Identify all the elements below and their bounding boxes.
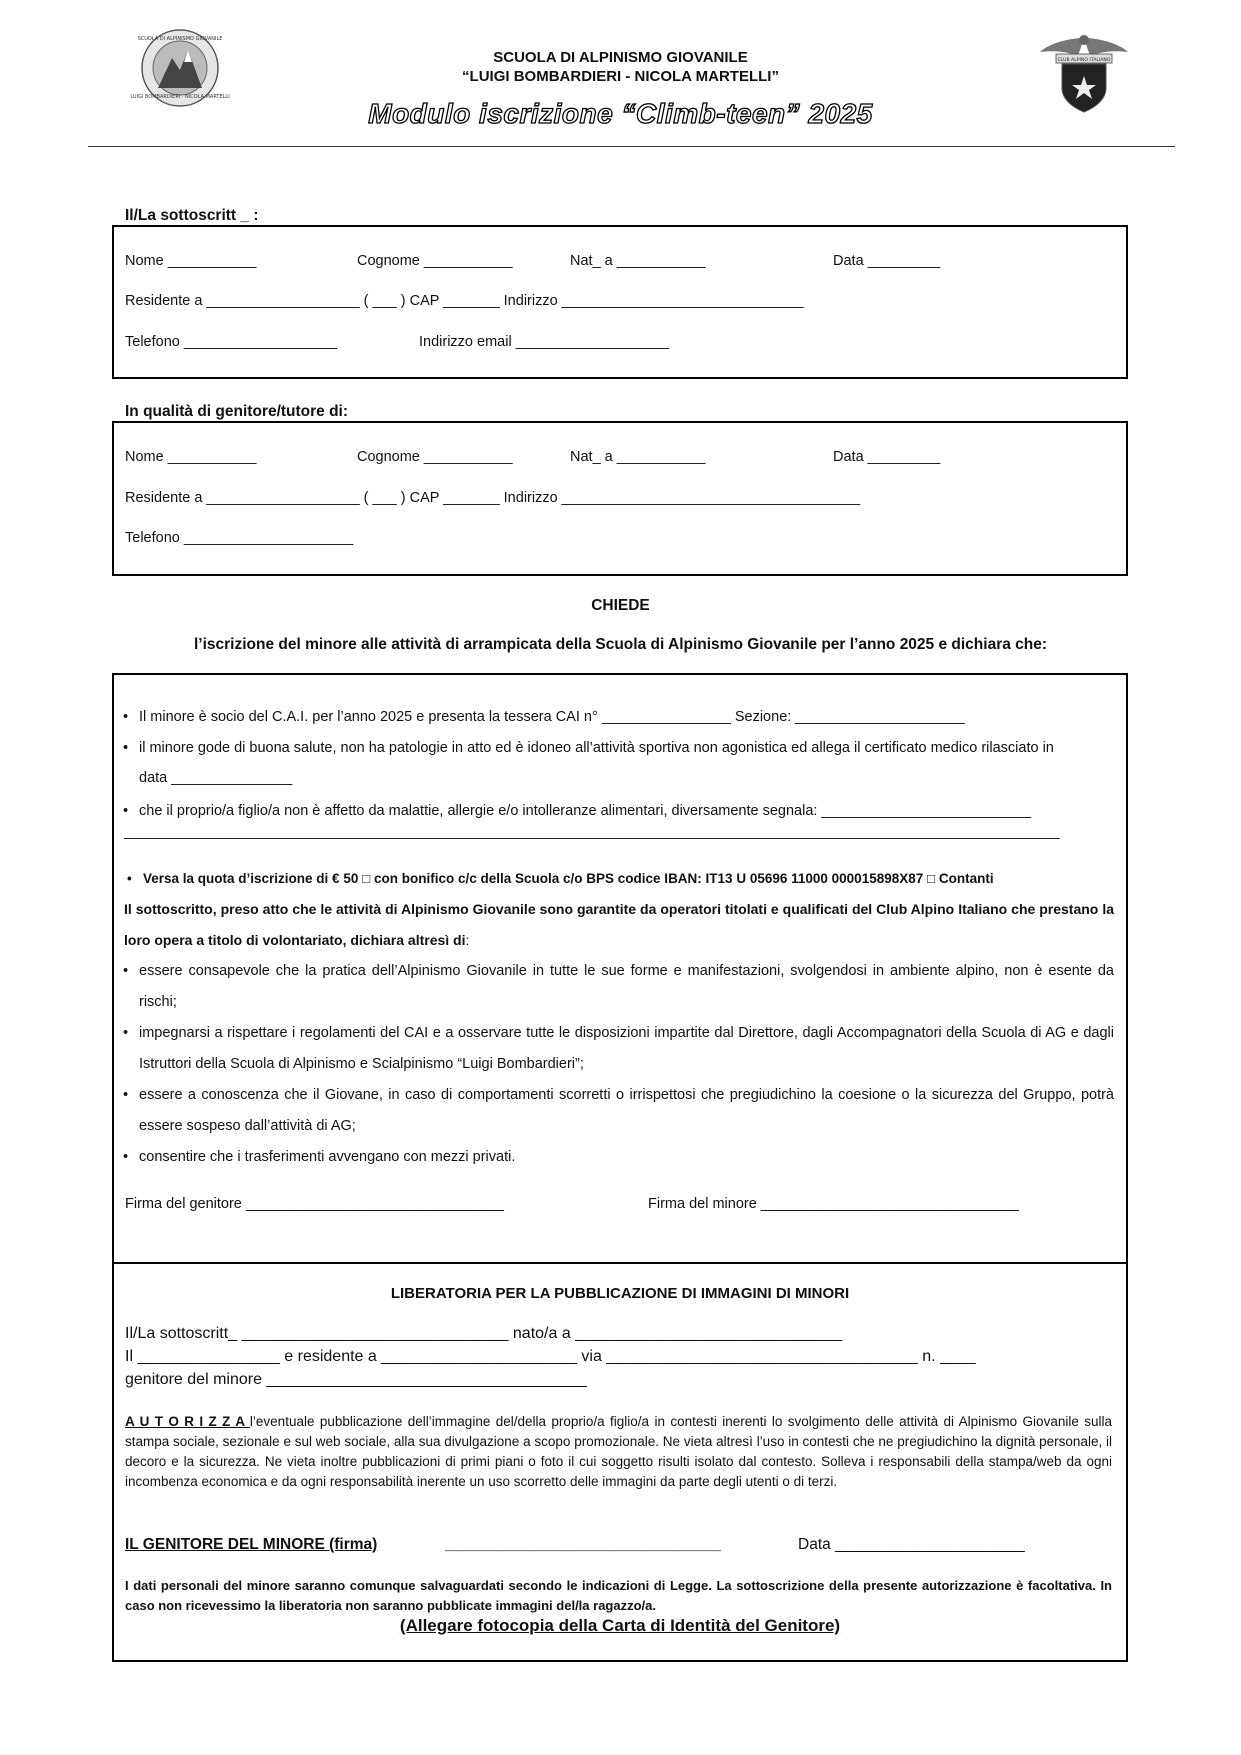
lib-minor-line[interactable]: genitore del minore ____________________________________ — [125, 1371, 587, 1388]
s1-email-field[interactable]: Indirizzo email ___________________ — [419, 334, 669, 350]
decl-health-date[interactable]: data _______________ — [139, 770, 293, 786]
decl-intro — [124, 894, 1114, 956]
decl-point-1: • essere consapevole che la pratica dell’Alpinismo Giovanile in tutte le sue forme e manifestazioni, svolgendosi in ambiente alpino, non è esente da rischi; — [139, 956, 1114, 1018]
left-logo-bottom-text: LUIGI BOMBARDIERI · NICOLA MARTELLI — [130, 94, 230, 100]
s2-data-field[interactable]: Data _________ — [833, 449, 941, 465]
lib-authorization — [125, 1412, 1112, 1492]
form-title: Modulo iscrizione “Climb-teen” 2025 — [368, 98, 873, 129]
s1-residente-field[interactable]: Residente a ___________________ ( ___ ) CAP _______ Indirizzo ______________________________ — [125, 293, 804, 309]
liberatoria-title: LIBERATORIA PER LA PUBBLICAZIONE DI IMMAGINI DI MINORI — [390, 1285, 850, 1302]
s2-cognome-field[interactable]: Cognome ___________ — [357, 449, 513, 465]
lib-privacy-note: I dati personali del minore saranno comunque salvaguardati secondo le indicazioni di Legge. La sottoscrizione della presente autorizzazione è facoltativa. In caso non ricevessimo la liberatoria non saranno pubblicate immagini del/la ragazzo/a. — [125, 1578, 1112, 1613]
decl-allergies-line[interactable]: ____________________________________________________________________________________________________________________ — [124, 824, 1060, 840]
s1-nata-field[interactable]: Nat_ a ___________ — [570, 253, 706, 269]
s2-nome-field[interactable]: Nome ___________ — [125, 449, 257, 465]
school-name-line1: SCUOLA DI ALPINISMO GIOVANILE — [493, 49, 748, 66]
chiede-heading: CHIEDE — [591, 597, 650, 614]
request-text: l’iscrizione del minore alle attività di arrampicata della Scuola di Alpinismo Giovanile per l’anno 2025 e dichiara che: — [193, 636, 1048, 653]
lib-undersigned-line[interactable]: Il/La sottoscritt_ ______________________________ nato/a a ______________________________ — [125, 1325, 843, 1342]
cai-logo-banner-text: CLUB ALPINO ITALIANO — [1057, 58, 1111, 63]
header-divider — [88, 146, 1175, 147]
decl-point-3: • essere a conoscenza che il Giovane, in caso di comportamenti scorretti o irrispettosi che pregiudichino la coesione o la sicurezza del Gruppo, potrà essere sospeso dall’attività di AG; — [139, 1080, 1114, 1142]
left-logo-ring-text: SCUOLA DI ALPINISMO GIOVANILE — [137, 36, 223, 42]
signature-parent[interactable]: Firma del genitore ________________________________ — [125, 1196, 504, 1212]
decl-cai-membership[interactable]: • Il minore è socio del C.A.I. per l’anno 2025 e presenta la tessera CAI n° ________________ Sezione: _____________________ — [139, 709, 965, 725]
s1-nome-field[interactable]: Nome ___________ — [125, 253, 257, 269]
section1-label: Il/La sottoscritt _ : — [125, 207, 259, 224]
decl-point-2: • impegnarsi a rispettare i regolamenti del CAI e a osservare tutte le disposizioni impartite dal Direttore, dagli Accompagnatori della Scuola di AG e dagli Istruttori della Scuola di Alpinismo e Scialpinismo “Luigi Bombardieri”; — [139, 1018, 1114, 1080]
decl-intro-colon: : — [465, 932, 470, 948]
lib-parent-signature-label: IL GENITORE DEL MINORE (firma) — [125, 1536, 378, 1553]
s1-telefono-field[interactable]: Telefono ___________________ — [125, 334, 338, 350]
decl-point-4: • consentire che i trasferimenti avvengano con mezzi privati. — [139, 1142, 1114, 1173]
decl-intro-text: Il sottoscritto, preso atto che le attività di Alpinismo Giovanile sono garantite da operatori titolati e qualificati del Club Alpino Italiano che prestano la loro opera a titolo di volontariato, dichiara altresì di — [124, 901, 1114, 948]
lib-date-field[interactable]: Data ______________________ — [798, 1536, 1025, 1553]
lib-residence-line[interactable]: Il ________________ e residente a ______________________ via ___________________________________ n. ____ — [125, 1348, 976, 1365]
lib-attach-id-note: (Allegare fotocopia della Carta di Identità del Genitore) — [399, 1616, 841, 1635]
lib-authorize-word: A U T O R I Z Z A — [125, 1414, 250, 1429]
s1-cognome-field[interactable]: Cognome ___________ — [357, 253, 513, 269]
section2-label: In qualità di genitore/tutore di: — [125, 403, 349, 420]
decl-health: • il minore gode di buona salute, non ha patologie in atto ed è idoneo all’attività sportiva non agonistica ed allega il certificato medico rilasciato in — [139, 740, 1054, 756]
lib-parent-signature-line[interactable]: ________________________________ — [445, 1536, 721, 1553]
s2-residente-field[interactable]: Residente a ___________________ ( ___ ) CAP _______ Indirizzo _____________________________________ — [125, 490, 861, 506]
decl-allergies[interactable]: • che il proprio/a figlio/a non è affetto da malattie, allergie e/o intolleranze alimentari, diversamente segnala: __________________________ — [139, 803, 1031, 819]
lib-authorize-text: l’eventuale pubblicazione dell’immagine del/della proprio/a figlio/a in contesti inerenti lo svolgimento delle attività di Alpinismo Giovanile sulla stampa sociale, sezionale e sul web sociale, alla sua divulgazione a scopo promozionale. Ne vieta altresì l’uso in contesti che ne pregiudichino la dignità personale, il decoro e la sicurezza. Ne vieta inoltre pubblicazioni di primi piani o foto il cui soggetto risulti isolato dal contesto. Solleva i responsabili della stampa/web da ogni incombenza economica e da ogni responsabilità inerente un uso scorretto delle immagini da parte degli utenti o di terzi. — [125, 1414, 1112, 1489]
s2-nata-field[interactable]: Nat_ a ___________ — [570, 449, 706, 465]
school-name-line2: “LUIGI BOMBARDIERI - NICOLA MARTELLI” — [462, 68, 779, 85]
signature-minor[interactable]: Firma del minore ________________________________ — [648, 1196, 1019, 1212]
decl-quota[interactable]: • Versa la quota d’iscrizione di € 50 □ con bonifico c/c della Scuola c/o BPS codice IBAN: IT13 U 05696 11000 000015898X87 □ Contanti — [143, 871, 994, 886]
s1-data-field[interactable]: Data _________ — [833, 253, 941, 269]
s2-telefono-field[interactable]: Telefono _____________________ — [125, 530, 354, 546]
cai-logo — [1038, 30, 1130, 114]
